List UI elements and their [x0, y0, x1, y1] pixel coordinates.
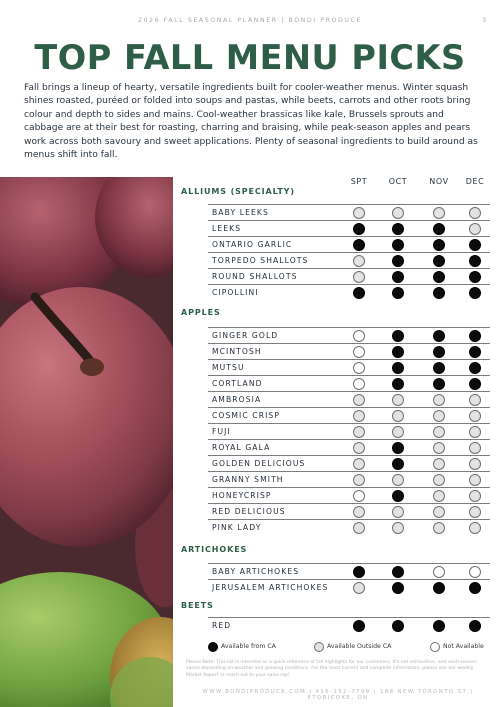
availability-dot-ca: [392, 566, 404, 578]
row-label: JERUSALEM ARTICHOKES: [212, 583, 329, 592]
row-label: GINGER GOLD: [212, 331, 279, 340]
availability-dot-ca: [469, 582, 481, 594]
table-row: [208, 236, 490, 252]
table-row: [208, 617, 490, 633]
table-row: [208, 252, 490, 268]
availability-dot-out: [469, 490, 481, 502]
disclaimer-note: Please Note: This list is intended as a quick reference of fall highlights for our customers. It's not exhaustive, and each-season varies depending on weather and growing conditions. For the most current and complete information, please see our weekly Market Report or reach out to your sales rep!: [186, 660, 477, 678]
availability-dot-ca: [433, 271, 445, 283]
running-title: 2026 FALL SEASONAL PLANNER | BONDI PRODUCE: [138, 17, 362, 24]
legend-label: Available from CA: [221, 643, 276, 650]
row-label: PINK LADY: [212, 523, 262, 532]
table-row: [208, 204, 490, 220]
availability-dot-out: [433, 506, 445, 518]
availability-dot-out: [353, 271, 365, 283]
row-label: MUTSU: [212, 363, 245, 372]
availability-dot-out: [353, 474, 365, 486]
availability-dot-ca: [469, 346, 481, 358]
section-title: ALLIUMS (SPECIALTY): [181, 187, 295, 196]
table-row: [208, 503, 490, 519]
availability-dot-ca: [469, 271, 481, 283]
availability-dot-ca: [392, 362, 404, 374]
availability-dot-ca: [392, 239, 404, 251]
availability-dot-na: [353, 362, 365, 374]
row-label: ROUND SHALLOTS: [212, 272, 298, 281]
table-row: [208, 268, 490, 284]
availability-table: [181, 177, 493, 647]
table-row: [208, 563, 490, 579]
availability-dot-out: [392, 474, 404, 486]
row-label: RED: [212, 621, 232, 630]
availability-dot-ca: [392, 346, 404, 358]
availability-dot-out: [392, 207, 404, 219]
table-row: [208, 579, 490, 595]
empty-circle-icon: [430, 642, 440, 652]
table-row: [208, 220, 490, 236]
availability-dot-out: [392, 426, 404, 438]
availability-dot-out: [353, 458, 365, 470]
table-row: [208, 343, 490, 359]
page-number: 3: [482, 17, 486, 24]
availability-dot-out: [392, 522, 404, 534]
availability-dot-out: [353, 207, 365, 219]
availability-dot-ca: [433, 255, 445, 267]
table-row: [208, 359, 490, 375]
availability-dot-out: [392, 506, 404, 518]
availability-dot-ca: [469, 287, 481, 299]
availability-dot-ca: [433, 378, 445, 390]
availability-dot-out: [353, 506, 365, 518]
availability-dot-ca: [392, 271, 404, 283]
table-row: [208, 391, 490, 407]
table-row: [208, 471, 490, 487]
row-label: ONTARIO GARLIC: [212, 240, 293, 249]
row-label: GOLDEN DELICIOUS: [212, 459, 306, 468]
row-label: ROYAL GALA: [212, 443, 271, 452]
availability-dot-ca: [469, 255, 481, 267]
availability-dot-ca: [392, 490, 404, 502]
row-label: FUJI: [212, 427, 231, 436]
availability-dot-out: [353, 394, 365, 406]
availability-dot-na: [469, 566, 481, 578]
availability-dot-na: [353, 490, 365, 502]
availability-dot-out: [433, 410, 445, 422]
availability-dot-ca: [392, 223, 404, 235]
row-label: CORTLAND: [212, 379, 263, 388]
availability-dot-ca: [392, 620, 404, 632]
section-title: APPLES: [181, 308, 221, 317]
availability-dot-out: [433, 474, 445, 486]
availability-dot-ca: [353, 223, 365, 235]
row-label: LEEKS: [212, 224, 242, 233]
availability-dot-out: [469, 207, 481, 219]
row-label: CIPOLLINI: [212, 288, 259, 297]
availability-dot-ca: [433, 330, 445, 342]
availability-dot-ca: [392, 330, 404, 342]
row-label: BABY LEEKS: [212, 208, 269, 217]
table-row: [208, 455, 490, 471]
availability-dot-out: [433, 426, 445, 438]
month-header: OCT: [388, 177, 408, 186]
availability-dot-na: [353, 346, 365, 358]
availability-dot-ca: [392, 255, 404, 267]
row-label: GRANNY SMITH: [212, 475, 284, 484]
availability-dot-ca: [433, 346, 445, 358]
availability-dot-ca: [392, 287, 404, 299]
availability-dot-out: [469, 522, 481, 534]
availability-dot-out: [469, 426, 481, 438]
table-row: [208, 439, 490, 455]
row-label: BABY ARTICHOKES: [212, 567, 300, 576]
availability-dot-ca: [433, 239, 445, 251]
availability-dot-out: [353, 426, 365, 438]
availability-dot-ca: [433, 582, 445, 594]
availability-dot-ca: [433, 620, 445, 632]
availability-dot-ca: [353, 239, 365, 251]
availability-dot-out: [353, 442, 365, 454]
row-label: AMBROSIA: [212, 395, 262, 404]
availability-dot-out: [469, 442, 481, 454]
table-row: [208, 375, 490, 391]
availability-dot-out: [433, 458, 445, 470]
availability-dot-ca: [392, 582, 404, 594]
footer-contact: WWW.BONDIPRODUCE.COM | 416-252-7799 | 188 NEW TORONTO ST | ETOBICOKE, ON: [202, 689, 474, 701]
availability-dot-ca: [392, 442, 404, 454]
availability-dot-out: [392, 410, 404, 422]
availability-dot-ca: [392, 378, 404, 390]
table-row: [208, 423, 490, 439]
row-label: HONEYCRISP: [212, 491, 272, 500]
section-title: BEETS: [181, 601, 214, 610]
availability-dot-ca: [392, 458, 404, 470]
table-row: [208, 327, 490, 343]
month-header: NOV: [429, 177, 449, 186]
month-header: DEC: [465, 177, 485, 186]
legend: [208, 642, 493, 654]
availability-dot-ca: [353, 287, 365, 299]
availability-dot-ca: [433, 362, 445, 374]
month-header: SPT: [350, 177, 368, 186]
availability-dot-out: [433, 394, 445, 406]
table-row: [208, 487, 490, 503]
filled-circle-icon: [208, 642, 218, 652]
availability-dot-out: [469, 410, 481, 422]
legend-label: Not Available: [443, 643, 484, 650]
availability-dot-ca: [469, 362, 481, 374]
availability-dot-out: [469, 458, 481, 470]
availability-dot-ca: [433, 287, 445, 299]
availability-dot-out: [469, 506, 481, 518]
availability-dot-na: [433, 566, 445, 578]
row-label: TORPEDO SHALLOTS: [212, 256, 309, 265]
intro-paragraph: Fall brings a lineup of hearty, versatile ingredients built for cooler-weather menus. Winter squash shines roasted, puréed or folded into soups and pastas, while beets, carrots and other roots bring colour and depth to sides and mains. Cool-weather brassicas like kale, Brussels sprouts and cabbage are at their best for roasting, charring and braising, while peak-season apples and pears work across both savoury and sweet applications. Plenty of seasonal ingredients to build around as menus shift into fall.: [24, 83, 478, 161]
availability-dot-ca: [433, 223, 445, 235]
availability-dot-out: [433, 490, 445, 502]
running-header: [0, 17, 500, 29]
availability-dot-out: [433, 522, 445, 534]
availability-dot-out: [353, 410, 365, 422]
availability-dot-ca: [469, 620, 481, 632]
availability-dot-out: [433, 207, 445, 219]
legend-label: Available Outside CA: [327, 643, 392, 650]
section-title: ARTICHOKES: [181, 545, 248, 554]
availability-dot-ca: [353, 620, 365, 632]
availability-dot-ca: [469, 330, 481, 342]
apples-photo: [0, 177, 173, 707]
grey-circle-icon: [314, 642, 324, 652]
availability-dot-out: [353, 582, 365, 594]
availability-dot-ca: [353, 566, 365, 578]
availability-dot-na: [353, 330, 365, 342]
availability-dot-ca: [469, 239, 481, 251]
availability-dot-ca: [469, 378, 481, 390]
availability-dot-na: [353, 378, 365, 390]
availability-dot-out: [392, 394, 404, 406]
availability-dot-out: [469, 394, 481, 406]
table-row: [208, 284, 490, 300]
table-row: [208, 407, 490, 423]
availability-dot-out: [353, 255, 365, 267]
apples-illustration: [0, 177, 173, 707]
row-label: RED DELICIOUS: [212, 507, 286, 516]
page-title: TOP FALL MENU PICKS: [34, 38, 466, 77]
availability-dot-out: [433, 442, 445, 454]
row-label: MCINTOSH: [212, 347, 262, 356]
table-row: [208, 519, 490, 535]
availability-dot-out: [469, 223, 481, 235]
availability-dot-out: [469, 474, 481, 486]
availability-dot-out: [353, 522, 365, 534]
row-label: COSMIC CRISP: [212, 411, 281, 420]
